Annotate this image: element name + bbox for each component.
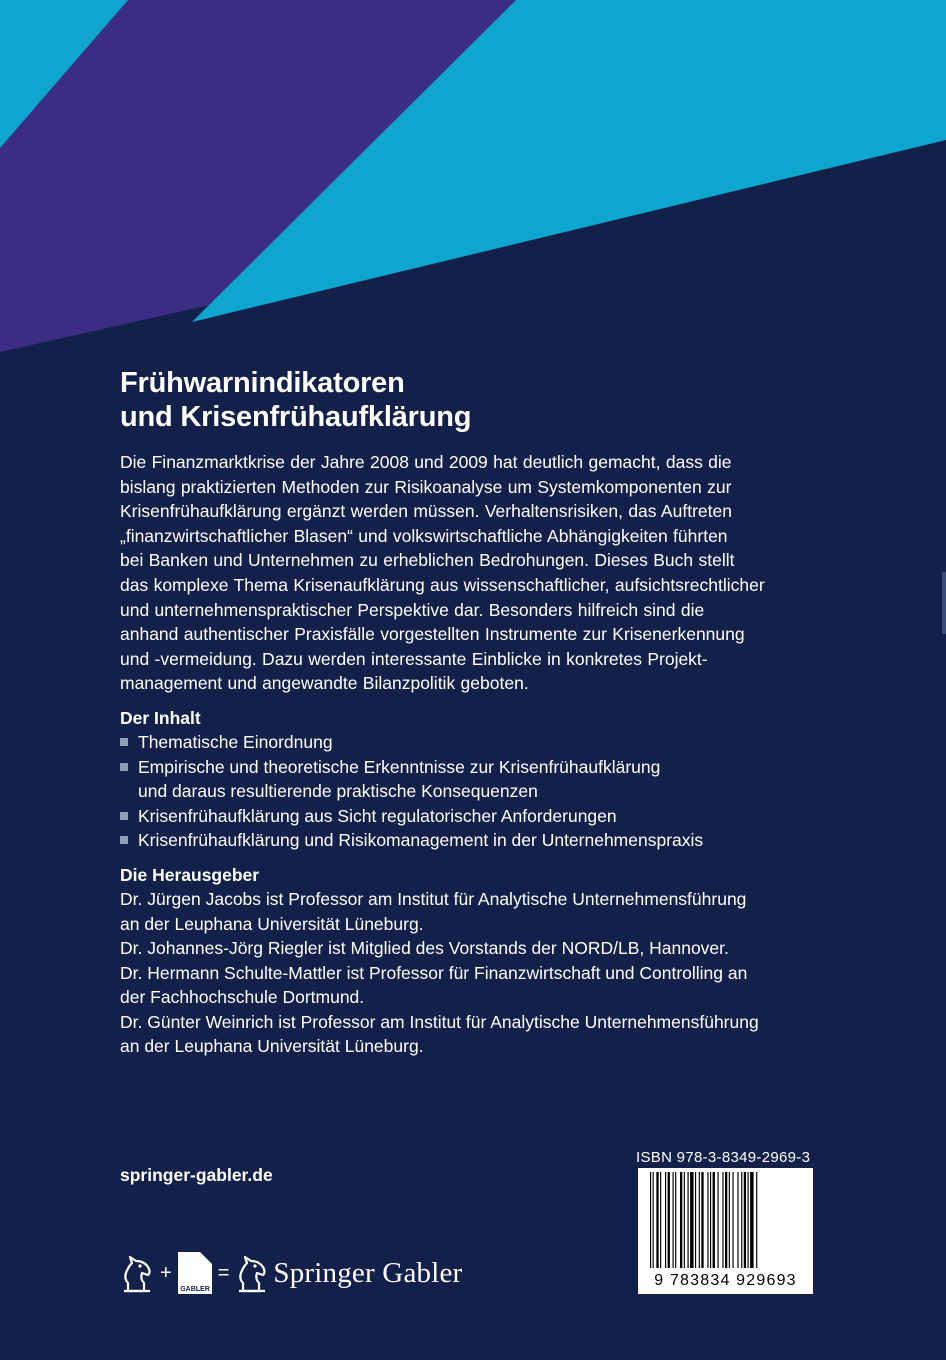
intro-line: und unternehmenspraktischer Perspektive dar. Besonders hilfreich sind die xyxy=(120,599,705,620)
barcode-bar xyxy=(688,1172,689,1268)
title-line-2: und Krisenfrühaufklärung xyxy=(120,401,472,433)
barcode-bar xyxy=(744,1172,746,1268)
isbn-label: ISBN 978-3-8349-2969-3 xyxy=(636,1149,811,1166)
intro-line: management und angewandte Bilanzpolitik geboten. xyxy=(120,673,529,694)
barcode-bar xyxy=(673,1172,674,1268)
title-line-1: Frühwarnindikatoren xyxy=(120,367,405,399)
intro-line: Die Finanzmarktkrise der Jahre 2008 und 2009 hat deutlich gemacht, dass die xyxy=(120,452,732,472)
square-bullet-icon xyxy=(120,763,128,771)
barcode-bar xyxy=(718,1172,719,1268)
barcode-bar xyxy=(690,1172,693,1268)
barcode-bar xyxy=(656,1172,658,1268)
gabler-logo-icon xyxy=(178,1252,212,1294)
barcode-bar xyxy=(695,1172,696,1268)
intro-line: anhand authentischer Praxisfälle vorgestellten Instrumente zur Krisenerkennung xyxy=(120,624,745,645)
intro-line: bislang praktizierten Methoden zur Risikoanalyse um Systemkomponenten zur xyxy=(120,476,732,497)
edge-mark xyxy=(942,572,946,634)
barcode-bar xyxy=(680,1172,682,1268)
editor-line: an der Leuphana Universität Lüneburg. xyxy=(120,1036,424,1057)
book-title xyxy=(120,366,820,434)
editors-heading: Die Herausgeber xyxy=(120,864,260,885)
intro-line: das komplexe Thema Krisenaufklärung aus wissenschaftlicher, aufsichtsrechtlicher xyxy=(120,574,765,595)
list-item-text: Empirische und theoretische Erkenntnisse zur Krisenfrühaufklärung xyxy=(138,756,661,777)
intro-paragraph xyxy=(120,450,820,696)
isbn-barcode xyxy=(638,1168,813,1294)
publisher-website: springer-gabler.de xyxy=(120,1165,273,1185)
main-content xyxy=(120,366,820,1059)
editor-line: Dr. Hermann Schulte-Mattler ist Professor für Finanzwirtschaft und Controlling an xyxy=(120,962,748,983)
list-item xyxy=(120,755,820,804)
barcode-bar xyxy=(741,1172,742,1268)
list-item-text: Thematische Einordnung xyxy=(138,732,333,753)
barcode-bars xyxy=(638,1168,813,1272)
barcode-bar xyxy=(675,1172,676,1268)
barcode-bar xyxy=(756,1172,757,1268)
barcode-bar xyxy=(748,1172,749,1268)
publisher-logos xyxy=(120,1248,462,1298)
barcode-bar xyxy=(699,1172,700,1268)
barcode-bar xyxy=(722,1172,723,1268)
springer-horse-icon xyxy=(235,1253,269,1293)
barcode-bar xyxy=(729,1172,730,1268)
barcode-bar xyxy=(725,1172,727,1268)
list-item xyxy=(120,730,820,755)
barcode-bar xyxy=(701,1172,703,1268)
editor-line: an der Leuphana Universität Lüneburg. xyxy=(120,913,424,934)
barcode-bar xyxy=(653,1172,654,1268)
editors-paragraph xyxy=(120,887,820,1059)
barcode-bar xyxy=(737,1172,738,1268)
list-item-text: und daraus resultierende praktische Konsequenzen xyxy=(138,781,538,802)
contents-list xyxy=(120,730,820,853)
barcode-bar xyxy=(668,1172,670,1268)
intro-line: bei Banken und Unternehmen zu erheblichen Bedrohungen. Dieses Buch stellt xyxy=(120,550,735,571)
list-item-text: Krisenfrühaufklärung und Risikomanagement in der Unternehmenspraxis xyxy=(138,830,704,851)
geometric-banner xyxy=(0,0,946,360)
contents-heading: Der Inhalt xyxy=(120,707,201,728)
springer-gabler-wordmark: Springer Gabler xyxy=(273,1256,463,1289)
gabler-logo-label: GABLER xyxy=(179,1286,210,1293)
equals-sign: = xyxy=(217,1261,230,1284)
editor-line: Dr. Günter Weinrich ist Professor am Institut für Analytische Unternehmensführung xyxy=(120,1011,759,1032)
barcode-bar xyxy=(650,1172,651,1268)
list-item xyxy=(120,828,820,853)
square-bullet-icon xyxy=(120,812,128,820)
springer-horse-icon xyxy=(120,1253,154,1293)
barcode-bar xyxy=(660,1172,661,1268)
list-item-text: Krisenfrühaufklärung aus Sicht regulatorischer Anforderungen xyxy=(138,805,617,826)
square-bullet-icon xyxy=(120,836,128,844)
intro-line: Krisenfrühaufklärung ergänzt werden müssen. Verhaltensrisiken, das Auftreten xyxy=(120,501,732,522)
editor-line: der Fachhochschule Dortmund. xyxy=(120,987,365,1008)
barcode-bar xyxy=(733,1172,734,1268)
barcode-bar xyxy=(707,1172,708,1268)
barcode-bar xyxy=(750,1172,753,1268)
barcode-bar xyxy=(665,1172,666,1268)
intro-line: und -vermeidung. Dazu werden interessante Einblicke in konkretes Projekt- xyxy=(120,648,708,669)
square-bullet-icon xyxy=(120,738,128,746)
list-item xyxy=(120,804,820,829)
editor-line: Dr. Jürgen Jacobs ist Professor am Institut für Analytische Unternehmensführung xyxy=(120,889,747,910)
barcode-bar xyxy=(684,1172,685,1268)
plus-sign: + xyxy=(160,1261,172,1284)
barcode-bar xyxy=(713,1172,715,1268)
barcode-digits: 9 783834 929693 xyxy=(654,1272,797,1289)
intro-line: „finanzwirtschaftlicher Blasen“ und volkswirtschaftliche Abhängigkeiten führten xyxy=(120,525,728,546)
barcode-bar xyxy=(710,1172,711,1268)
editor-line: Dr. Johannes-Jörg Riegler ist Mitglied des Vorstands der NORD/LB, Hannover. xyxy=(120,938,729,959)
